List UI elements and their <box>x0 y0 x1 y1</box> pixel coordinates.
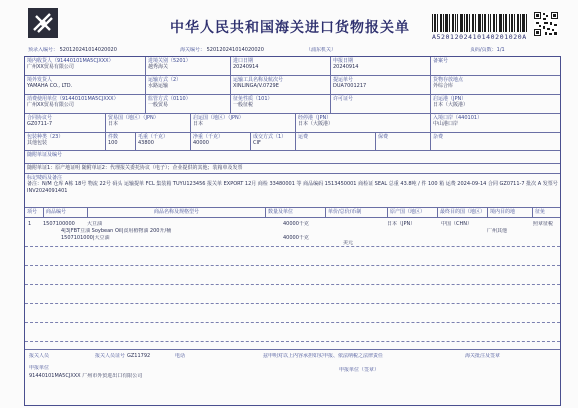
declarer-label: 报关人员 <box>29 353 50 359</box>
row-contract <box>25 114 560 133</box>
row-package <box>25 133 560 151</box>
transit-port-cell <box>295 114 430 132</box>
row-docs-value <box>25 164 560 174</box>
page-title: 中华人民共和国海关进口货物报关单 <box>170 20 410 36</box>
items-header <box>25 208 560 218</box>
declare-site: （浦东机关） <box>306 47 337 53</box>
shipper-label: 境外发货人 <box>27 77 53 83</box>
col-code: 商品编号 <box>43 208 87 217</box>
record-no-cell <box>430 57 560 75</box>
license-label: 许可证号 <box>333 96 354 102</box>
item-name: 大豆油 <box>87 221 103 227</box>
supervision-cell <box>145 95 230 113</box>
item-code: 1507100000 <box>43 221 75 227</box>
col-name: 商品名称及规格型号 <box>87 208 265 217</box>
item-no: 1 <box>28 221 32 227</box>
item-qty1: 40000千克 <box>283 221 309 227</box>
gross-weight-value: 43800 <box>138 140 154 146</box>
item-currency: 美元 <box>343 240 354 246</box>
transport-mode-label: 运输方式（2） <box>148 77 182 83</box>
departure-port-label: 启运港（JPN） <box>433 96 467 102</box>
freight-label: 运费 <box>298 134 309 140</box>
entry-point-value: 中山港口岸 <box>433 121 459 127</box>
transport-mode-value: 水路运输 <box>148 83 169 89</box>
marks-cell <box>25 174 560 207</box>
footer-divider <box>25 349 560 350</box>
entry-point-cell <box>430 114 560 132</box>
item-origin: 日本（JPN） <box>387 221 416 227</box>
row-consumer <box>25 95 560 114</box>
entry-port-label: 进境关别（5201） <box>148 58 191 64</box>
vessel-value: XINLINGA/V.0729E <box>233 83 279 89</box>
gross-weight-label: 毛重（千克） <box>138 134 169 140</box>
pre-entry-label: 预录入编号： <box>28 47 59 53</box>
consignee-cell <box>25 57 145 75</box>
shipper-cell <box>25 76 145 94</box>
customs-emblem-icon <box>28 8 58 38</box>
marks-label: 标记唛码及备注 <box>27 175 63 181</box>
declaration-table <box>24 56 561 406</box>
item-qty2: 40000千克 <box>283 235 309 241</box>
customs-no <box>180 47 264 53</box>
pre-entry-value: 520120241014020020 <box>59 47 117 53</box>
item-dest: 中国（CHN） <box>441 221 472 227</box>
pieces-cell <box>105 133 135 150</box>
page-count: 页码/页数：1/1 <box>470 47 505 53</box>
origin-country-label: 启运国（地区）（JPN） <box>193 115 244 121</box>
marks-value: 备注：N/M 仓库 A栋 18号 物流 22号 码头 运输提单 FCL 集装箱 TUYU123456 报关单 EXPORT 12月 商检 33480001 等 商品编码 1513450001 商检证 SEAL 总重 43.8吨 / 件 100 箱 运费 2024-09-14 合同 GZ0711-7 批次 A 发票号 INV2024091401 <box>27 181 558 194</box>
gross-weight-cell <box>135 133 190 150</box>
departure-port-value: 日本（大阪港） <box>433 102 469 108</box>
levy-nature-cell <box>230 95 330 113</box>
contract-value: GZ0711-7 <box>27 121 53 127</box>
declare-stamp-label: 申报单位（签章） <box>339 367 380 373</box>
declare-date-label: 申报日期 <box>333 58 354 64</box>
insurance-label: 保费 <box>378 134 389 140</box>
item-spec: 4|3|FBT豆油 Soybean Oil|食用植物油 200升/桶 <box>61 228 172 234</box>
bill-no-value: DUA7001217 <box>333 83 367 89</box>
deal-mode-cell <box>250 133 295 150</box>
declare-date-value: 20240914 <box>333 64 359 70</box>
docs-cell <box>25 151 560 163</box>
phone-label: 电话 <box>175 353 186 359</box>
import-date-value: 20240914 <box>233 64 259 70</box>
deal-mode-value: CIF <box>253 140 261 146</box>
entry-port-value: 越秀海关 <box>148 64 169 70</box>
customs-no-value: 520120241014020020 <box>206 47 264 53</box>
item-separator <box>25 322 560 323</box>
col-dest: 最终目的国（地区） <box>437 208 487 217</box>
storage-value: 外综合库 <box>433 83 454 89</box>
departure-port-cell <box>430 95 560 113</box>
vessel-label: 运输工具名称及航次号 <box>233 77 284 83</box>
row-marks <box>25 174 560 208</box>
item-separator <box>25 284 560 285</box>
contract-label: 合同协议号 <box>27 115 53 121</box>
net-weight-label: 净重（千克） <box>193 134 224 140</box>
levy-nature-value: 一般征税 <box>233 102 254 108</box>
customs-remark-label: 海关批注及签章 <box>465 353 501 359</box>
bill-no-cell <box>330 76 430 94</box>
consignee-label: 境内收货人（91440101MA5CJXXX） <box>27 58 114 64</box>
import-date-label: 进口日期 <box>233 58 254 64</box>
pre-entry <box>28 47 117 53</box>
misc-fee-label: 杂费 <box>433 134 444 140</box>
row-docs <box>25 151 560 164</box>
entry-point-label: 入境口岸（440101） <box>433 115 483 121</box>
row-consignee <box>25 57 560 76</box>
item-separator <box>25 265 560 266</box>
declarer-cert-value: GZ11792 <box>127 353 151 359</box>
trade-country-cell <box>105 114 190 132</box>
origin-country-cell <box>190 114 295 132</box>
barcode-text: A5201202410140201020A <box>432 33 527 41</box>
pieces-label: 件数 <box>108 134 119 140</box>
consignee-value: 广州XX贸易有限公司 <box>27 64 74 70</box>
transit-port-value: 日本（大阪港） <box>298 121 334 127</box>
trade-country-label: 贸易国（地区）（JPN） <box>108 115 159 121</box>
item-dest-place: 广州其他 <box>487 228 508 234</box>
supervision-label: 监管方式（0110） <box>148 96 191 102</box>
net-weight-value: 40000 <box>193 140 209 146</box>
item-separator <box>25 246 560 247</box>
row-shipper <box>25 76 560 95</box>
storage-cell <box>430 76 560 94</box>
levy-nature-label: 征免性质（101） <box>233 96 273 102</box>
shipper-value: YAMAHA CO., LTD. <box>27 83 73 89</box>
pieces-value: 100 <box>108 140 118 146</box>
misc-fee-cell <box>430 133 560 150</box>
col-levy: 征免 <box>532 208 560 217</box>
transport-mode-cell <box>145 76 230 94</box>
consumer-value: 广州XX贸易有限公司 <box>27 102 74 108</box>
origin-country-value: 日本 <box>193 121 204 127</box>
qr-code <box>534 12 558 36</box>
deal-mode-label: 成交方式（1） <box>253 134 287 140</box>
col-dest-place: 境内目的地 <box>487 208 532 217</box>
package-type-cell <box>25 133 105 150</box>
docs-value: 随附单证1：原产地证明 随附单证2：代理报关委托协议（电子）；企业提供的其他；装箱单及发票 <box>27 165 243 171</box>
storage-label: 货物存放地点 <box>433 77 464 83</box>
contract-cell <box>25 114 105 132</box>
col-origin: 原产国（地区） <box>387 208 437 217</box>
import-date-cell <box>230 57 330 75</box>
barcode <box>432 14 528 32</box>
transit-port-label: 经停港（JPN） <box>298 115 332 121</box>
docs-label: 随附单证及编号 <box>27 152 63 158</box>
declarer-cert-label: 报关人员证号 <box>95 353 126 359</box>
net-weight-cell <box>190 133 250 150</box>
col-qty: 数量及单位 <box>265 208 325 217</box>
bill-no-label: 提运单号 <box>333 77 354 83</box>
package-type-label: 包装种类（23） <box>27 134 64 140</box>
trade-country-value: 日本 <box>108 121 119 127</box>
declare-unit-value: 91440101MA5CJXXX 广州市外贸进出口有限公司 <box>29 373 143 379</box>
license-cell <box>330 95 430 113</box>
freight-cell <box>295 133 375 150</box>
supervision-value: 一般贸易 <box>148 102 169 108</box>
package-type-value: 其他包装 <box>27 140 48 146</box>
item-separator <box>25 303 560 304</box>
declare-unit-label: 申报单位 <box>29 365 50 371</box>
declare-date-cell <box>330 57 430 75</box>
col-no: 项号 <box>27 209 38 215</box>
record-no-label: 备案号 <box>433 58 449 64</box>
consumer-label: 消费使用单位（91440101MA5CJXXX） <box>27 96 119 102</box>
col-price: 单价/总价/币制 <box>325 208 387 217</box>
item-separator <box>25 341 560 342</box>
item-spec2: 1507101000|大豆油 <box>61 235 110 241</box>
entry-port-cell <box>145 57 230 75</box>
consumer-cell <box>25 95 145 113</box>
customs-no-label: 海关编号： <box>180 47 206 53</box>
statement: 兹申明对以上内容承担如实申报、依法纳税之法律责任 <box>263 353 384 359</box>
item-levy: 照章征税 <box>533 221 554 227</box>
vessel-cell <box>230 76 330 94</box>
insurance-cell <box>375 133 430 150</box>
